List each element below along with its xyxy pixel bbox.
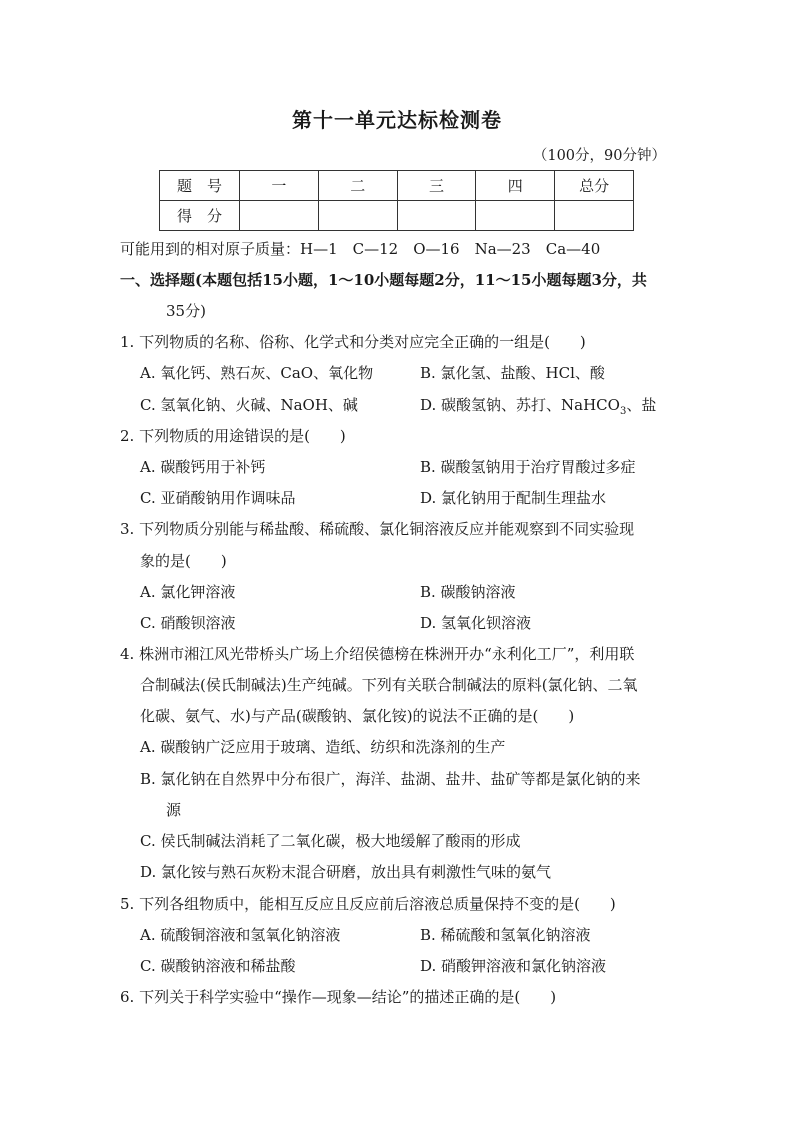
score-cell-label: 题 号	[160, 171, 240, 201]
page-title: 第十一单元达标检测卷	[292, 108, 502, 132]
question-4-option-a: A. 碳酸钠广泛应用于玻璃、造纸、纺织和洗涤剂的生产	[140, 738, 506, 756]
question-4-stem: 4. 株洲市湘江风光带桥头广场上介绍侯德榜在株洲开办“永利化工厂”，利用联	[120, 645, 635, 663]
score-table	[159, 170, 634, 231]
question-1-option-c: C. 氢氧化钠、火碱、NaOH、碱	[140, 396, 358, 414]
question-6-stem: 6. 下列关于科学实验中“操作—现象—结论”的描述正确的是( )	[120, 988, 557, 1006]
question-4-stem-cont: 化碳、氨气、水)与产品(碳酸钠、氯化铵)的说法不正确的是( )	[140, 707, 575, 725]
question-4-stem-cont: 合制碱法(侯氏制碱法)生产纯碱。下列有关联合制碱法的原料(氯化钠、二氧	[140, 676, 638, 694]
score-cell-total: 总分	[555, 171, 634, 201]
question-1-stem: 1. 下列物质的名称、俗称、化学式和分类对应完全正确的一组是( )	[120, 333, 586, 351]
question-5-option-c: C. 碳酸钠溶液和稀盐酸	[140, 957, 296, 975]
question-3-stem-cont: 象的是( )	[140, 552, 227, 570]
question-2-stem: 2. 下列物质的用途错误的是( )	[120, 427, 346, 445]
question-5-option-b: B. 稀硫酸和氢氧化钠溶液	[420, 926, 591, 944]
score-cell-blank	[318, 201, 397, 231]
question-1-option-a: A. 氧化钙、熟石灰、CaO、氧化物	[140, 364, 374, 382]
score-cell-col1: 一	[240, 171, 319, 201]
section-heading-text: 一、选择题(本题包括15小题，1～10小题每题2分，11～15小题每题3分，共	[120, 271, 647, 289]
score-cell-blank	[476, 201, 555, 231]
score-cell-blank	[555, 201, 634, 231]
question-1-option-b: B. 氯化氢、盐酸、HCl、酸	[420, 364, 605, 382]
score-cell-col2: 二	[318, 171, 397, 201]
section-heading-cont: 35分)	[166, 302, 206, 320]
score-cell-col4: 四	[476, 171, 555, 201]
question-4-option-c: C. 侯氏制碱法消耗了二氧化碳，极大地缓解了酸雨的形成	[140, 832, 521, 850]
question-3-option-a: A. 氯化钾溶液	[140, 583, 236, 601]
question-5-option-d: D. 硝酸钾溶液和氯化钠溶液	[420, 957, 607, 975]
score-time-note: （100分，90分钟）	[532, 148, 666, 164]
question-1-option-d-text: D. 碳酸氢钠、苏打、NaHCO	[420, 396, 620, 414]
question-4-option-d: D. 氯化铵与熟石灰粉末混合研磨，放出具有刺激性气味的氨气	[140, 863, 552, 881]
section-heading	[120, 270, 647, 290]
question-1-option-d-tail: 、盐	[626, 396, 657, 414]
atomic-masses-note: 可能用到的相对原子质量：H—1 C—12 O—16 Na—23 Ca—40	[120, 240, 601, 258]
question-4-option-b-cont: 源	[166, 801, 182, 819]
question-5-option-a: A. 硫酸铜溶液和氢氧化钠溶液	[140, 926, 341, 944]
score-table-row-score	[160, 201, 634, 231]
question-4-option-b: B. 氯化钠在自然界中分布很广，海洋、盐湖、盐井、盐矿等都是氯化钠的来	[140, 770, 641, 788]
score-cell-label: 得 分	[160, 201, 240, 231]
score-table-row-header	[160, 171, 634, 201]
score-cell-blank	[240, 201, 319, 231]
question-3-option-d: D. 氢氧化钡溶液	[420, 614, 532, 632]
score-cell-col3: 三	[397, 171, 476, 201]
question-3-option-c: C. 硝酸钡溶液	[140, 614, 236, 632]
score-cell-blank	[397, 201, 476, 231]
question-2-option-b: B. 碳酸氢钠用于治疗胃酸过多症	[420, 458, 636, 476]
subscript: 3	[619, 406, 627, 417]
question-2-option-d: D. 氯化钠用于配制生理盐水	[420, 489, 607, 507]
question-2-option-c: C. 亚硝酸钠用作调味品	[140, 489, 296, 507]
question-3-option-b: B. 碳酸钠溶液	[420, 583, 516, 601]
question-3-stem: 3. 下列物质分别能与稀盐酸、稀硫酸、氯化铜溶液反应并能观察到不同实验现	[120, 520, 635, 538]
question-5-stem: 5. 下列各组物质中，能相互反应且反应前后溶液总质量保持不变的是( )	[120, 895, 616, 913]
question-1-option-d	[420, 395, 656, 415]
question-2-option-a: A. 碳酸钙用于补钙	[140, 458, 266, 476]
